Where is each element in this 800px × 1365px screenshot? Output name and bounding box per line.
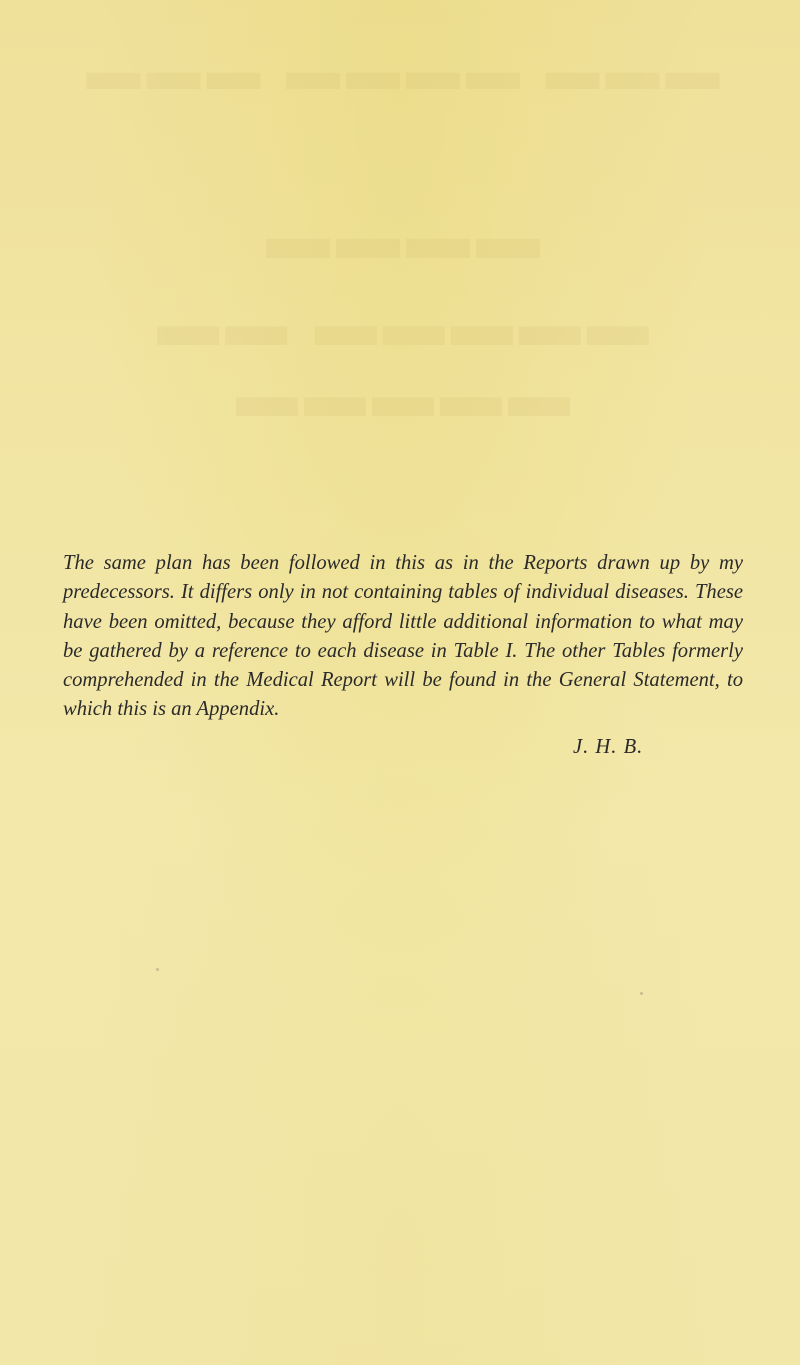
paper-speck <box>156 968 159 971</box>
author-initials: J. H. B. <box>573 736 644 758</box>
bleed-through-decoration: ▬▬▬▬▬ ▬▬ ▬▬▬▬▬ <box>151 291 649 430</box>
bleed-through-decoration: ▬▬▬ ▬▬▬▬ ▬▬▬ <box>80 41 720 101</box>
bleed-through-decoration: ▬▬▬▬ <box>260 201 540 272</box>
preface-paragraph: The same plan has been followed in this as in the Reports drawn up by my predecessors. It differs only in not containing tables of individual diseases. These have been omitted, because they afford little additional information to what may be gathered by a reference to each disease in Table I. The other Tables formerly comprehended in the Medical Report will be found in the General Statement, to which this is an Appendix. <box>63 552 743 721</box>
paper-speck <box>640 992 643 995</box>
